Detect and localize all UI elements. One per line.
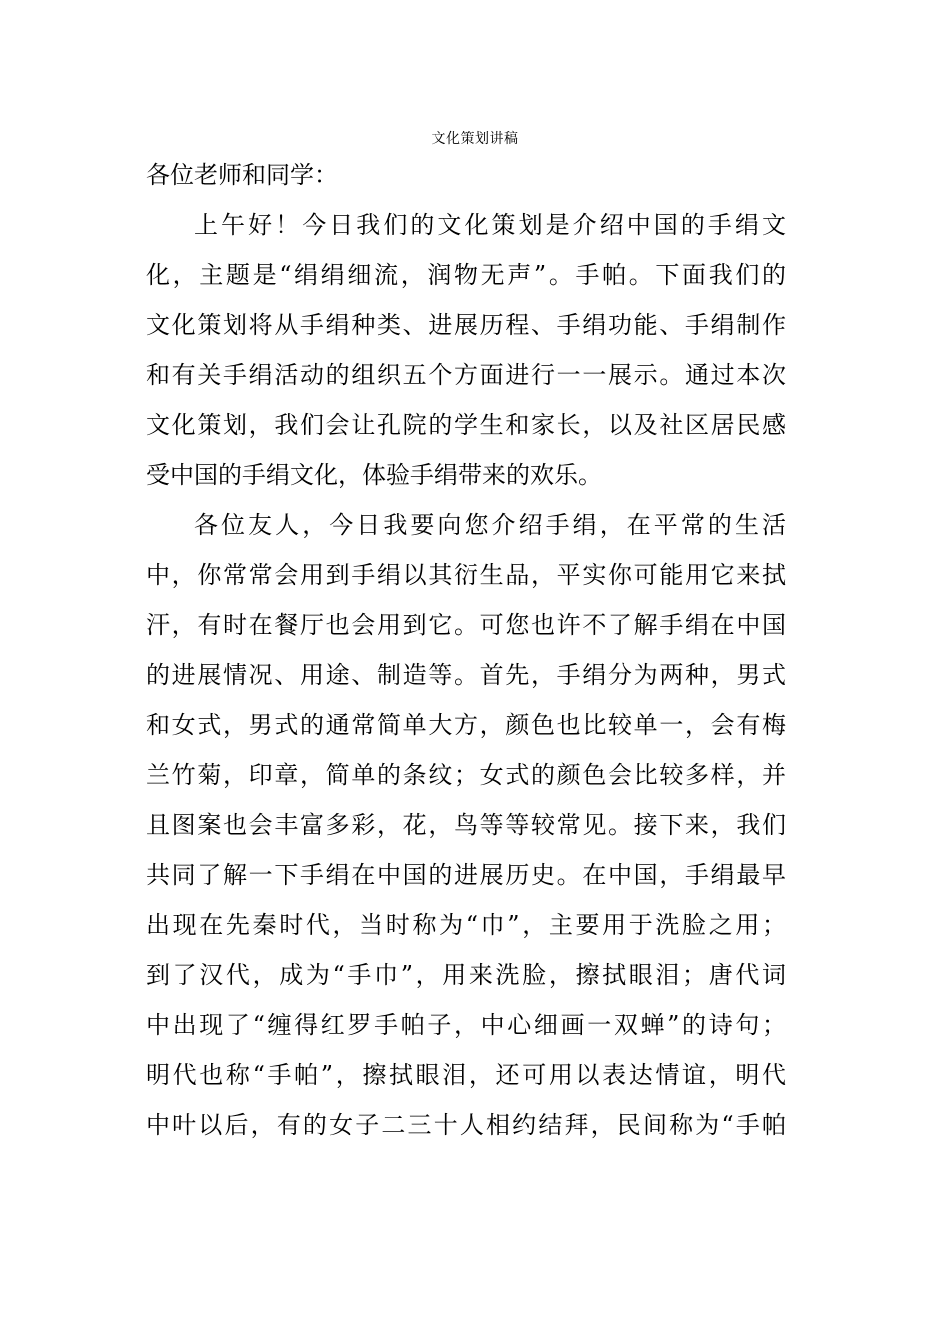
text-line: 出现在先秦时代，当时称为“巾”，主要用于洗脸之用； xyxy=(146,911,786,939)
text-line: 化，主题是“绢绢细流，润物无声”。手帕。下面我们的 xyxy=(146,261,786,289)
text-line: 兰竹菊，印章，简单的条纹；女式的颜色会比较多样，并 xyxy=(146,761,786,789)
page-header: 文化策划讲稿 xyxy=(431,131,519,147)
text-line: 中出现了“缠得红罗手帕子，中心细画一双蝉”的诗句； xyxy=(146,1011,786,1039)
text-line: 各位友人，今日我要向您介绍手绢，在平常的生活 xyxy=(194,511,786,539)
text-line: 中叶以后，有的女子二三十人相约结拜，民间称为“手帕 xyxy=(146,1111,786,1139)
text-line: 共同了解一下手绢在中国的进展历史。在中国，手绢最早 xyxy=(146,861,786,889)
text-line: 汗，有时在餐厅也会用到它。可您也许不了解手绢在中国 xyxy=(146,611,786,639)
text-line: 的进展情况、用途、制造等。首先，手绢分为两种，男式 xyxy=(146,661,786,689)
text-line: 且图案也会丰富多彩，花，鸟等等较常见。接下来，我们 xyxy=(146,811,786,839)
text-line: 中，你常常会用到手绢以其衍生品，平实你可能用它来拭 xyxy=(146,561,786,589)
greeting-line: 各位老师和同学： xyxy=(146,161,338,189)
text-line: 文化策划将从手绢种类、进展历程、手绢功能、手绢制作 xyxy=(146,311,786,339)
text-line: 和有关手绢活动的组织五个方面进行一一展示。通过本次 xyxy=(146,361,786,389)
paragraph-1 xyxy=(146,200,786,500)
text-line: 到了汉代，成为“手巾”，用来洗脸，擦拭眼泪；唐代词 xyxy=(146,961,786,989)
text-line: 和女式，男式的通常简单大方，颜色也比较单一，会有梅 xyxy=(146,711,786,739)
text-line: 文化策划，我们会让孔院的学生和家长，以及社区居民感 xyxy=(146,411,786,439)
text-line: 上午好！今日我们的文化策划是介绍中国的手绢文 xyxy=(194,211,786,239)
text-line: 受中国的手绢文化，体验手绢带来的欢乐。 xyxy=(146,461,602,489)
document-body xyxy=(146,150,786,1150)
text-line: 明代也称“手帕”，擦拭眼泪，还可用以表达情谊，明代 xyxy=(146,1061,786,1089)
paragraph-2 xyxy=(146,500,786,1150)
